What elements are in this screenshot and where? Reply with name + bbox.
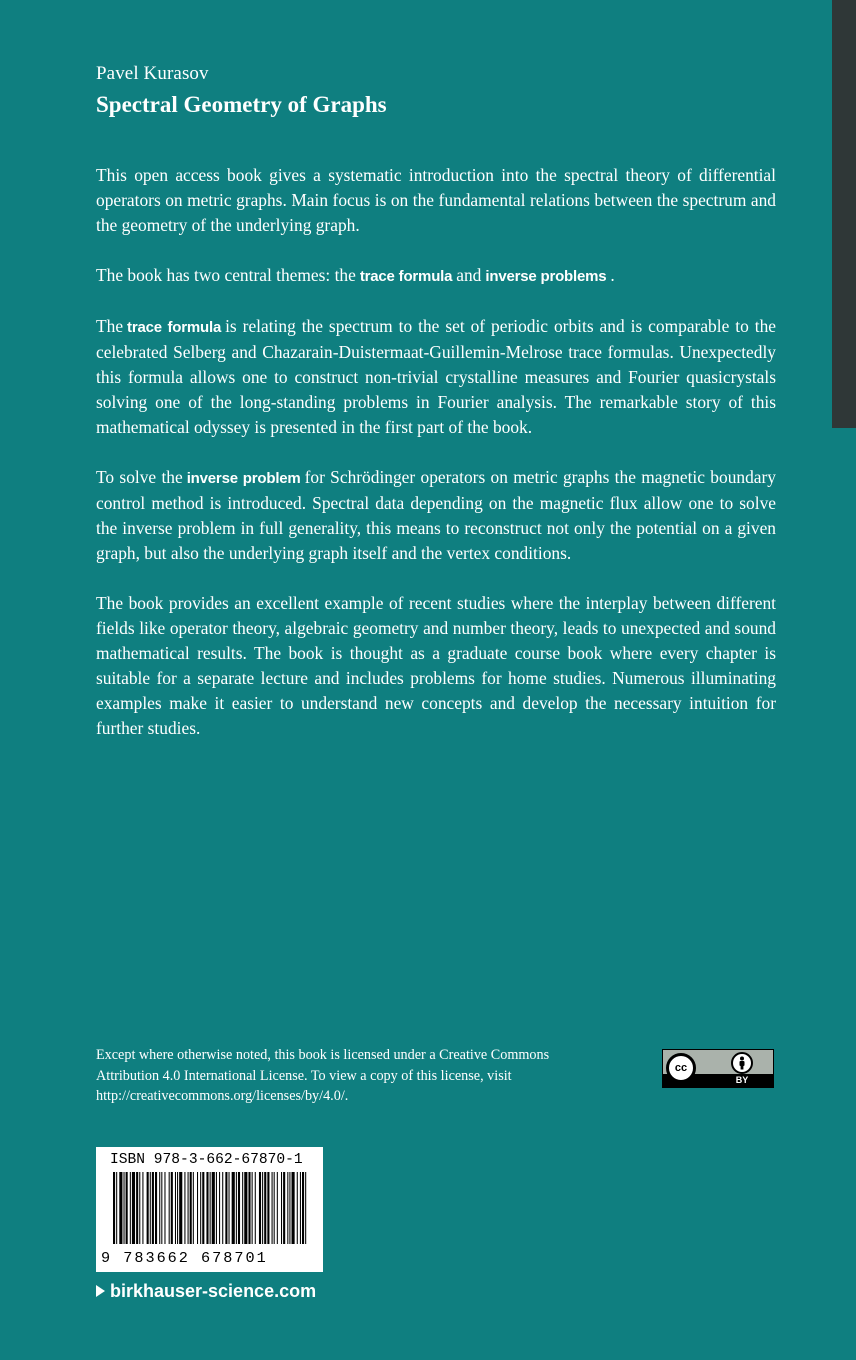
barcode-bar [212, 1172, 215, 1244]
website-label: birkhauser-science.com [110, 1281, 317, 1301]
barcode-bar [302, 1172, 304, 1244]
p4-text-after: for Schrödinger operators on metric graphs the magnetic boundary control method is introduced. Spectral data depending on the magnetic flux allow one to solve the inverse problem in full generality, this means to reconstruct not only the potential on a given graph, but also the underlying graph itself and the vertex conditions. [96, 467, 776, 563]
barcode-bar [292, 1172, 295, 1244]
book-description [96, 163, 776, 766]
barcode-bar [267, 1172, 269, 1244]
barcode-bar [171, 1172, 173, 1244]
barcode-bar [132, 1172, 135, 1244]
cc-icon: cc [666, 1053, 696, 1083]
barcode-bar [147, 1172, 149, 1244]
barcode-bar [283, 1172, 285, 1244]
barcode-bar [190, 1172, 192, 1244]
barcode-bar [248, 1172, 250, 1244]
barcode-bar [272, 1172, 273, 1244]
barcode-bar [229, 1172, 230, 1244]
barcode-bar [169, 1172, 170, 1244]
ean-digits: 9 783662 678701 [101, 1249, 268, 1267]
p3-text-before: The [96, 316, 124, 336]
p3-text-after: is relating the spectrum to the set of periodic orbits and is comparable to the celebrated Selberg and Chazarain-Duistermaat-Guillemin-Melrose trace formulas. Unexpectedly this formula allows one to construct non-trivial crystalline measures and Fourier quasicrystals solving one of the long-standing problems in Fourier analysis. The remarkable story of this mathematical odyssey is presented in the first part of the book. [96, 316, 776, 437]
cc-by-badge [662, 1049, 774, 1088]
p2-text-after: . [610, 265, 615, 285]
barcode-bar [136, 1172, 138, 1244]
keyword-trace-formula-2: trace formula [127, 319, 222, 336]
barcode-bar [119, 1172, 122, 1244]
barcode-bar [300, 1172, 301, 1244]
description-paragraph-2 [96, 263, 776, 289]
barcode-bar [152, 1172, 154, 1244]
barcode-bar [139, 1172, 140, 1244]
barcode-bar [236, 1172, 237, 1244]
barcode-bar [297, 1172, 298, 1244]
by-label: BY [735, 1075, 749, 1085]
license-notice: Except where otherwise noted, this book is licensed under a Creative Commons Attribution 4.0 International License. To view a copy of this license, visit http://creativecommons.org/licenses/by/4.0/. [96, 1047, 550, 1104]
barcode-bar [238, 1172, 240, 1244]
author-name: Pavel Kurasov [96, 63, 209, 84]
barcode-bar [262, 1172, 263, 1244]
barcode-bar [179, 1172, 182, 1244]
barcode-bar [126, 1172, 128, 1244]
barcode-bar [287, 1172, 288, 1244]
isbn-barcode [96, 1147, 323, 1272]
barcode-bar [159, 1172, 160, 1244]
publisher-website-link[interactable] [96, 1279, 316, 1303]
keyword-inverse-problem: inverse problem [186, 470, 301, 487]
barcode-bar [264, 1172, 266, 1244]
description-paragraph-4 [96, 465, 776, 566]
barcode-bar [197, 1172, 198, 1244]
barcode-bar [242, 1172, 243, 1244]
barcode-bar [193, 1172, 194, 1244]
p2-text-middle: and [456, 265, 482, 285]
barcode-bar [150, 1172, 151, 1244]
description-paragraph-3 [96, 314, 776, 440]
barcode-bar [216, 1172, 217, 1244]
barcode-bar [188, 1172, 189, 1244]
isbn-label: ISBN 978-3-662-67870-1 [110, 1152, 303, 1168]
barcode-bar [130, 1172, 131, 1244]
barcode-bars [113, 1172, 307, 1254]
barcode-bar [232, 1172, 235, 1244]
barcode-bar [259, 1172, 261, 1244]
barcode-bar [305, 1172, 306, 1244]
barcode-bar [142, 1172, 143, 1244]
barcode-bar [184, 1172, 185, 1244]
description-paragraph-1: This open access book gives a systematic introduction into the spectral theory of differential operators on metric graphs. Main focus is on the fundamental relations between the spectrum and the geometry of the underlying graph. [96, 165, 776, 235]
barcode-bar [222, 1172, 223, 1244]
barcode-bar [113, 1172, 115, 1244]
barcode-bar [202, 1172, 204, 1244]
barcode-bar [177, 1172, 178, 1244]
barcode-bar [289, 1172, 290, 1244]
barcode-bar [255, 1172, 256, 1244]
barcode-bar [252, 1172, 253, 1244]
barcode-bar [281, 1172, 282, 1244]
spine-strip [832, 0, 856, 428]
barcode-bar [175, 1172, 176, 1244]
barcode-bar [219, 1172, 220, 1244]
barcode-bar [164, 1172, 165, 1244]
book-title: Spectral Geometry of Graphs [96, 92, 387, 117]
barcode-bar [116, 1172, 117, 1244]
description-paragraph-5: The book provides an excellent example of recent studies where the interplay between different fields like operator theory, algebraic geometry and number theory, leads to unexpected and sound mathematical results. The book is thought as a graduate course book where every chapter is suitable for a separate lecture and includes problems for home studies. Numerous illuminating examples make it easier to understand new concepts and develop the necessary intuition for further studies. [96, 593, 776, 738]
keyword-trace-formula: trace formula [359, 268, 453, 285]
barcode-bar [277, 1172, 278, 1244]
barcode-bar [155, 1172, 157, 1244]
attribution-person-icon [731, 1052, 753, 1074]
keyword-inverse-problems: inverse problems [485, 268, 607, 285]
arrow-right-icon [96, 1285, 105, 1297]
p4-text-before: To solve the [96, 467, 183, 487]
barcode-bar [124, 1172, 125, 1244]
barcode-bar [161, 1172, 162, 1244]
barcode-bar [244, 1172, 247, 1244]
barcode-bar [206, 1172, 208, 1244]
p2-text-before: The book has two central themes: the [96, 265, 356, 285]
barcode-bar [210, 1172, 211, 1244]
barcode-bar [274, 1172, 275, 1244]
barcode-bar [200, 1172, 201, 1244]
barcode-bar [225, 1172, 227, 1244]
